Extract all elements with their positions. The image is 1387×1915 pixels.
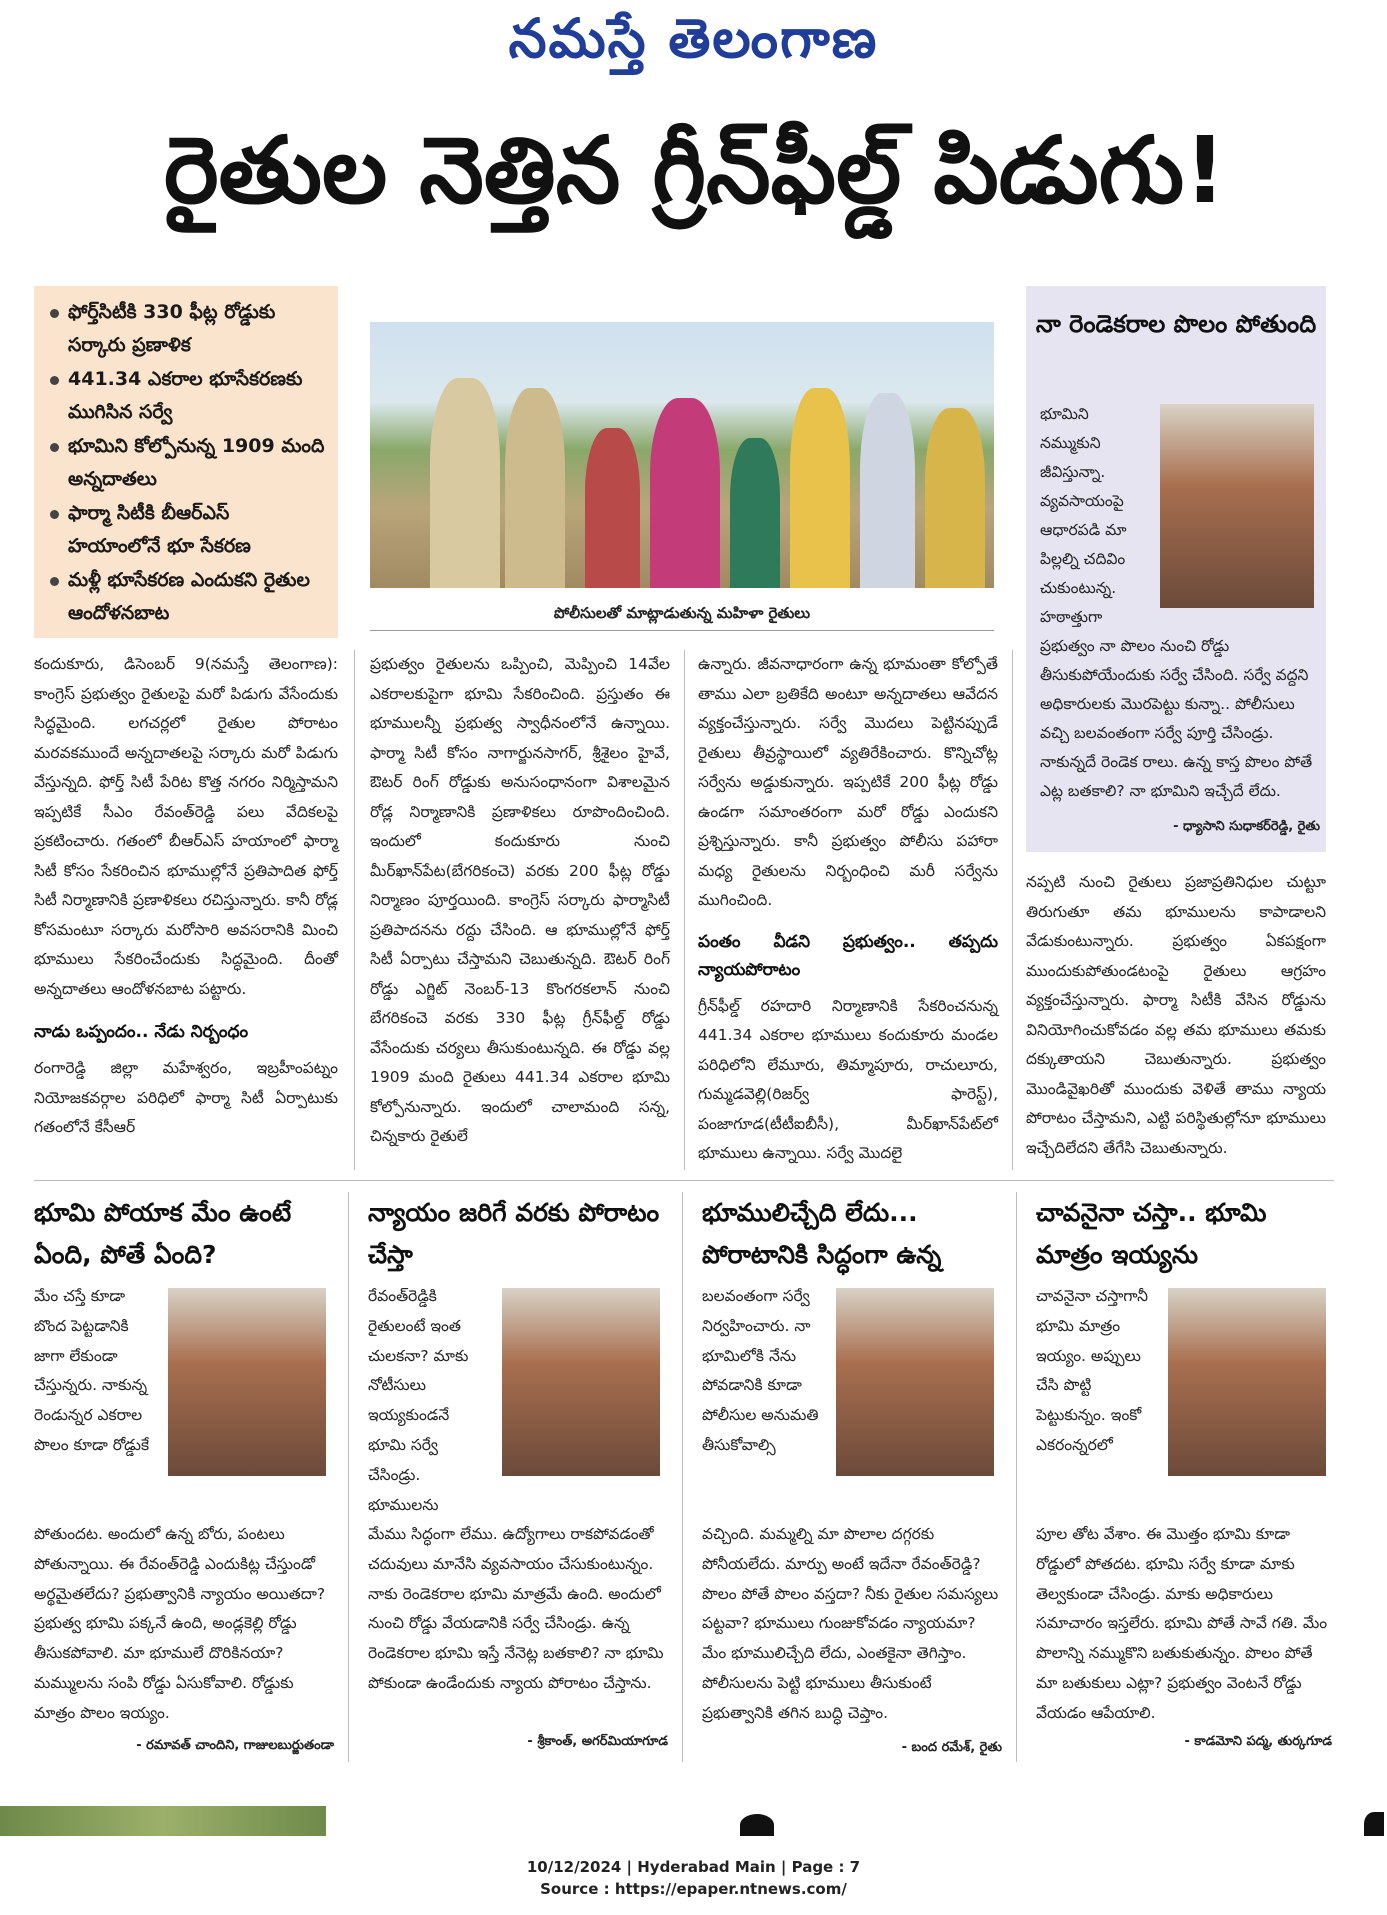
caption-divider: [370, 630, 994, 631]
article-col-3: [698, 650, 998, 1169]
column-divider: [348, 1192, 349, 1762]
quote-signature: - బంద రమేశ్, రైతు: [901, 1740, 1002, 1755]
article-col-4: [1026, 868, 1326, 1163]
article-paragraph: ఉన్నారు. జీవనాధారంగా ఉన్న భూమంతా కోల్పోతే తాము ఎలా బ్రతికేది అంటూ అన్నదాతలు ఆవేదన వ్యక్తంచేస్తున్నారు. సర్వే మొదలు పెట్టినప్పుడే రైతులు తీవ్రస్థాయిలో వ్యతిరేకించారు. కొన్నిచోట్ల సర్వేను అడ్డుకున్నారు. ఇప్పటికే 200 ఫీట్ల రోడ్డు ఉండగా సమాంతరంగా మరో రోడ్డు ఎందుకని ప్రశ్నిస్తున్నారు. కానీ ప్రభుత్వం పోలీసు పహారా మధ్య రైతులను నిర్బంధించి మరీ సర్వేను ముగించింది.: [698, 655, 998, 909]
quote-text-wide: పోతుందట. అందులో ఉన్న బోరు, పంటలు పోతున్నాయి. ఈ రేవంత్‌రెడ్డి ఎందుకిట్ల చేస్తుండో అర్థమైతలేదు? ప్రభుత్వానికి న్యాయం అయితదా? ప్రభుత్వ భూమి పక్కనే ఉంది, అండ్లకెల్లి రోడ్డు తీసుకపోవాలి. మా భూములే దొరికినయా? మమ్ములను సంపి రోడ్డు ఏసుకోవాలి. రోడ్డుకు మాత్రం పొలం ఇయ్యం.: [34, 1525, 326, 1722]
quote-text: [702, 1282, 1002, 1729]
highlight-item: మళ్లీ భూసేకరణ ఎందుకని రైతుల ఆందోళనబాట: [46, 564, 328, 630]
quote-text: [1036, 1282, 1332, 1729]
sidebar-text: [1040, 400, 1320, 841]
sidebar-signature: - ధ్యాసాని సుధాకర్‌రెడ్డి, రైతు: [1173, 819, 1320, 834]
quote-signature: - రమావత్ చాందిని, గాజులబుర్జుతండా: [136, 1738, 334, 1753]
article-paragraph: నప్పటి నుంచి రైతులు ప్రజాప్రతినిధుల చుట్టూ తిరుగుతూ తమ భూములను కాపాడాలని వేడుకుంటున్నారు. ప్రభుత్వం ఏకపక్షంగా ముందుకుపోతుండటంపై రైతులు ఆగ్రహం వ్యక్తంచేస్తున్నారు. ఫార్మా సిటీకి వేసిన రోడ్డును వినియోగించుకోవడం వల్ల తమ భూములు తమకు దక్కుతాయని చెబుతున్నారు. ప్రభుత్వం మొండివైఖరితో ముందుకు వెళితే తాము న్యాయ పోరాటం చేస్తామని, ఎట్టి పరిస్థితుల్లోనూ భూములు ఇచ్చేదిలేదని తేగేసి చెబుతున్నారు.: [1026, 873, 1326, 1157]
next-article-strip: [0, 1806, 1387, 1836]
footer-source: Source : https://epaper.ntnews.com/: [540, 1880, 847, 1898]
photo-caption: పోలీసులతో మాట్లాడుతున్న మహిళా రైతులు: [553, 604, 811, 622]
highlights-box: [34, 286, 338, 638]
quote-heading: భూములిచ్చేది లేదు... పోరాటానికి సిద్ధంగా ఉన్న: [702, 1198, 942, 1269]
quote-signature: - కాడమోని పద్మ, తుర్కగూడ: [1184, 1734, 1332, 1749]
article-subhead: నాడు ఒప్పందం.. నేడు నిర్బంధం: [34, 1022, 249, 1042]
sidebar-text-narrow: భూమిని నమ్ముకుని జీవిస్తున్నా. వ్యవసాయంపై ఆధారపడి మా పిల్లల్ని చదివిం చుకుంటున్న. హఠాత్తుగా: [1040, 405, 1127, 626]
column-divider: [1016, 1192, 1017, 1762]
quote-signature: - శ్రీకాంత్, అగర్‌మియాగూడ: [527, 1734, 668, 1749]
section-divider: [34, 1180, 1334, 1181]
main-photo: [370, 322, 994, 588]
highlight-item: భూమిని కోల్పోనున్న 1909 మంది అన్నదాతలు: [46, 430, 328, 496]
quote-text-narrow: బలవంతంగా సర్వే నిర్వహించారు. నా భూమిలోకి నేను పోవడానికి కూడా పోలీసుల అనుమతి తీసుకోవాల్సి: [702, 1287, 819, 1454]
article-paragraph: రంగారెడ్డి జిల్లా మహేశ్వరం, ఇబ్రహీంపట్నం నియోజకవర్గాల పరిధిలో ఫార్మా సిటీ ఏర్పాటుకు గతంలోనే కేసీఆర్: [34, 1059, 338, 1136]
article-col-2: [370, 650, 670, 1152]
highlight-item: 441.34 ఎకరాల భూసేకరణకు ముగిసిన సర్వే: [46, 363, 328, 429]
highlight-item: ఫోర్త్‌సిటీకి 330 ఫీట్ల రోడ్డుకు సర్కారు ప్రణాళిక: [46, 296, 328, 362]
column-divider: [354, 650, 355, 1170]
quote-heading: చావనైనా చస్తా.. భూమి మాత్రం ఇయ్యను: [1036, 1198, 1267, 1269]
highlight-item: ఫార్మా సిటీకి బీఆర్‌ఎస్ హయాంలోనే భూ సేకరణ: [46, 497, 328, 563]
quote-text-narrow: చావనైనా చస్తాగానీ భూమి మాత్రం ఇయ్యం. అప్పులు చేసి పొట్టి పెట్టుకున్నం. ఇంకో ఎకరంన్నరలో: [1036, 1287, 1148, 1454]
article-paragraph: కందుకూరు, డిసెంబర్ 9(నమస్తే తెలంగాణ): కాంగ్రెస్ ప్రభుత్వం రైతులపై మరో పిడుగు వేసేందుకు సిద్ధమైంది. లగచర్లలో రైతుల పోరాటం మరవకముందే అన్నదాతలపై సర్కారు మరో పిడుగు వేస్తున్నది. ఫోర్త్ సిటీ పేరిట కొత్త నగరం నిర్మిస్తామని ఇప్పటికే సీఎం రేవంత్‌రెడ్డి పలు వేదికలపై ప్రకటించారు. గతంలో బీఆర్‌ఎస్ హయాంలో ఫార్మా సిటీ కోసం సేకరించిన భూముల్లోనే ప్రతిపాదిత ఫోర్త్ సిటీ నిర్మాణానికి ప్రణాళికలు రచిస్తున్నారు. కానీ రోడ్ల కోసమంటూ సర్కారు మరోసారి అవసరానికి మించి భూములు సేకరించేందుకు సిద్ధమైంది. దీంతో అన్నదాతలు ఆందోళనబాట పట్టారు.: [34, 655, 338, 998]
article-col-1: [34, 650, 338, 1143]
article-paragraph: గ్రీన్‌ఫీల్డ్ రహదారి నిర్మాణానికి సేకరించనున్న 441.34 ఎకరాల భూములు కందుకూరు మండల పరిధిలోని లేమూరు, తిమ్మాపూరు, రాచులూరు, గుమ్మడవెల్లి(రిజర్వ్ ఫారెస్ట్), పంజాగూడ(టీటీఐబీసీ), మీర్‌ఖాన్‌పేట్‌లో భూములు ఉన్నాయి. సర్వే మొదలై: [698, 996, 998, 1162]
column-divider: [684, 650, 685, 1170]
quote-text: [34, 1282, 334, 1729]
page-footer: [0, 1856, 1387, 1900]
sidebar-text-wide: ప్రభుత్వం నా పొలం నుంచి రోడ్డు తీసుకుపోయేందుకు సర్వే చేసింది. సర్వే వద్దని అధికారులకు మొరపెట్టు కున్నా.. పోలీసులు వచ్చి బలవంతంగా సర్వే పూర్తి చేసిండ్రు. నాకున్నదే రెండెక రాలు. ఉన్న కాస్త పొలం పోతే ఎట్ల బతకాలి? నా భూమిని ఇచ్చేదే లేదు.: [1040, 637, 1313, 800]
quote-text-narrow: రేవంత్‌రెడ్డికి రైతులంటే ఇంత చులకనా? మాకు నోటీసులు ఇయ్యకుండనే భూమి సర్వే చేసిండ్రు. భూములను: [368, 1287, 469, 1514]
quote-text-wide: వచ్చింది. మమ్మల్ని మా పొలాల దగ్గరకు పోనీయలేదు. మార్పు అంటే ఇదేనా రేవంత్‌రెడ్డి? పొలం పోతే పొలం వస్తదా? నీకు రైతుల సమస్యలు పట్టవా? భూములు గుంజుకోవడం న్యాయమా? మేం భూములిచ్చేది లేదు, ఎంతకైనా తెగిస్తాం. పోలీసులను పెట్టి భూములు తీసుకుంటే ప్రభుత్వానికి తగిన బుద్ధి చెప్తాం.: [702, 1525, 999, 1722]
quote-heading: న్యాయం జరిగే వరకు పోరాటం చేస్తా: [368, 1198, 660, 1269]
footer-edition: 10/12/2024 | Hyderabad Main | Page : 7: [526, 1858, 861, 1876]
article-paragraph: ప్రభుత్వం రైతులను ఒప్పించి, మెప్పించి 14వేల ఎకరాలకుపైగా భూమి సేకరించింది. ప్రస్తుతం ఈ భూములన్నీ ప్రభుత్వ స్వాధీనంలోనే ఉన్నాయి. ఫార్మా సిటీ కోసం నాగార్జునసాగర్, శ్రీశైలం హైవే, ఔటర్ రింగ్ రోడ్డుకు అనుసంధానంగా విశాలమైన రోడ్ల నిర్మాణానికి ప్రణాళికలు రూపొందించింది. ఇందులో కందుకూరు నుంచి మీర్‌ఖాన్‌పేట(బేగరికంచె) వరకు 200 ఫీట్ల రోడ్డు నిర్మాణం పూర్తయింది. కాంగ్రెస్ సర్కారు ఫార్మాసిటీ ప్రతిపాదనను రద్దు చేసింది. ఆ భూముల్లోనే ఫోర్త్ సిటీ ఏర్పాటు చేస్తామని చెబుతున్నది. ఔటర్ రింగ్ రోడ్డు ఎగ్జిట్ నెంబర్-13 కొంగరకలాన్ నుంచి బేగరికంచె వరకు 330 ఫీట్ల గ్రీన్‌ఫీల్డ్ రోడ్డు వేసేందుకు చర్యలు తీసుకుంటున్నది. ఈ రోడ్డు వల్ల 1909 మంది రైతులు 441.34 ఎకరాల భూమి కోల్పోనున్నారు. ఇందులో చాలామంది సన్న, చిన్నకారు రైతులే: [370, 655, 670, 1145]
quote-heading: భూమి పోయాక మేం ఉంటే ఏంది, పోతే ఏంది?: [34, 1198, 292, 1269]
headline: రైతుల నెత్తిన గ్రీన్‌ఫీల్డ్ పిడుగు!: [163, 117, 1226, 224]
masthead-logo: నమస్తే తెలంగాణ: [508, 6, 879, 70]
article-subhead: పంతం వీడని ప్రభుత్వం.. తప్పదు న్యాయపోరాటం: [698, 931, 998, 980]
quote-text-narrow: మేం చస్తే కూడా బొంద పెట్టడానికి జాగా లేకుండా చేస్తున్నరు. నాకున్న రెండున్నర ఎకరాల పొలం కూడా రోడ్డుకే: [34, 1287, 150, 1454]
quote-text: [368, 1282, 668, 1699]
quote-text-wide: మేము సిద్ధంగా లేము. ఉద్యోగాలు రాకపోవడంతో చదువులు మానేసి వ్యవసాయం చేసుకుంటున్నం. నాకు రెండెకరాల భూమి మాత్రమే ఉంది. అందులో నుంచి రోడ్డు వేయడానికి సర్వే చేసిండ్రు. ఉన్న రెండెకరాల భూమి ఇస్తే నేనెట్ల బతకాలి? నా భూమి పోకుండా ఉండేందుకు న్యాయ పోరాటం చేస్తాను.: [368, 1525, 664, 1692]
sidebar-heading: నా రెండెకరాల పొలం పోతుంది: [1035, 310, 1317, 338]
column-divider: [1012, 650, 1013, 1170]
quote-text-wide: పూల తోట వేశాం. ఈ మొత్తం భూమి కూడా రోడ్డులో పోతదట. భూమి సర్వే కూడా మాకు తెల్వకుండా చేసిండ్రు. మాకు అధికారులు సమాచారం ఇస్తలేరు. భూమి పోతే సావే గతి. మేం పొలాన్ని నమ్ముకొని బతుకుతున్నం. పొలం పోతే మా బతుకులు ఎట్లా? ప్రభుత్వం వెంటనే రోడ్డు వేయడం ఆపేయాలి.: [1036, 1525, 1328, 1722]
column-divider: [682, 1192, 683, 1762]
